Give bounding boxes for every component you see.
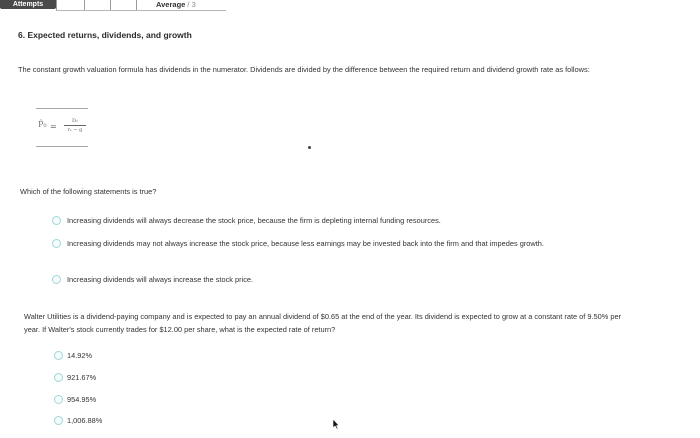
answer-label: 1,006.88% <box>67 416 103 425</box>
radio-button[interactable] <box>52 216 61 225</box>
radio-button[interactable] <box>54 395 63 404</box>
formula-denominator: rₛ − g <box>67 127 83 133</box>
radio-button[interactable] <box>54 416 63 425</box>
option-label: Increasing dividends may not always increase the stock price, because less earnings may be invested back into the firm and that impedes growth. <box>67 239 544 248</box>
radio-button[interactable] <box>54 373 63 382</box>
attempts-bar <box>0 0 700 13</box>
option-row[interactable] <box>52 274 612 287</box>
bullet-dot <box>308 146 311 149</box>
question-prompt: Which of the following statements is true? <box>20 187 157 196</box>
formula-fraction <box>64 118 86 133</box>
radio-button[interactable] <box>54 351 63 360</box>
divider <box>56 10 226 11</box>
answer-label: 954.95% <box>67 395 97 404</box>
option-row[interactable] <box>52 215 612 228</box>
answer-row[interactable] <box>54 415 102 426</box>
option-label: Increasing dividends will always increase the stock price. <box>67 275 254 284</box>
attempts-label: Attempts <box>0 0 56 9</box>
formula-numerator: D₁ <box>71 118 78 124</box>
answer-row[interactable] <box>54 350 92 361</box>
average-score <box>156 0 196 9</box>
walter-question: Walter Utilities is a dividend-paying company and is expected to pay an annual dividend of $0.65 at the end of the year. Its dividend is expected to grow at a constant rate of 9.50% per year. If Walter's stock currently trades for $12.00 per share, what is the expected rate of return? <box>24 312 622 334</box>
question-intro: The constant growth valuation formula has dividends in the numerator. Dividends are divided by the difference between the required return and dividend growth rate as follows: <box>18 65 590 74</box>
average-label: Average <box>156 0 186 9</box>
formula-bottom-rule <box>36 146 88 147</box>
answer-label: 14.92% <box>67 351 93 360</box>
radio-button[interactable] <box>52 239 61 248</box>
option-label: Increasing dividends will always decrease the stock price, because the firm is depleting internal funding resources. <box>67 216 441 225</box>
question-title: 6. Expected returns, dividends, and growth <box>18 30 192 40</box>
formula-lhs: P̂₀ <box>38 120 47 129</box>
answer-row[interactable] <box>54 394 96 405</box>
constant-growth-formula <box>38 118 83 133</box>
answer-label: 921.67% <box>67 373 97 382</box>
formula-equals: = <box>50 122 57 131</box>
average-value: / 3 <box>187 0 196 9</box>
option-row[interactable] <box>52 238 632 251</box>
formula-top-rule <box>36 108 88 109</box>
radio-button[interactable] <box>52 275 61 284</box>
answer-row[interactable] <box>54 372 96 383</box>
mouse-cursor-icon <box>332 418 340 430</box>
fraction-bar <box>64 125 86 126</box>
